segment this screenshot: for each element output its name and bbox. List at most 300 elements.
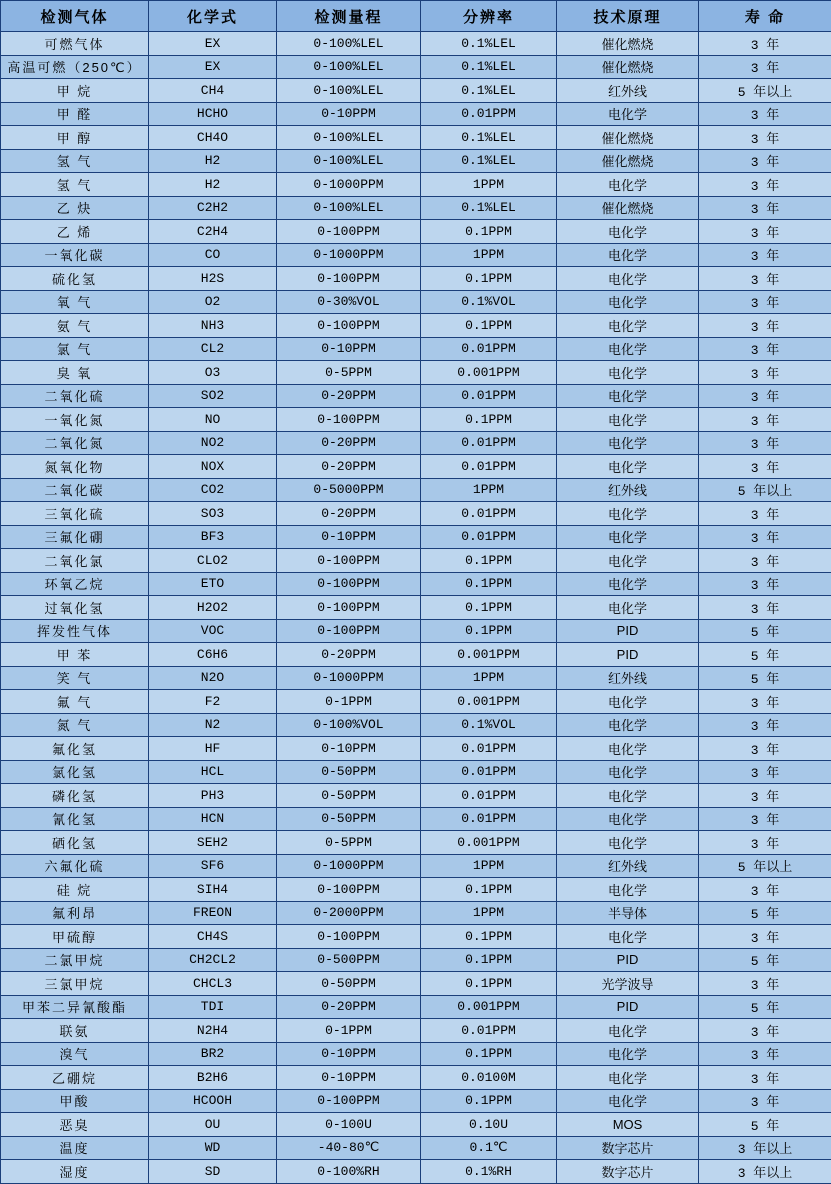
cell-range: 0-100PPM <box>277 878 421 902</box>
cell-range: 0-1000PPM <box>277 243 421 267</box>
cell-principle: 电化学 <box>557 431 699 455</box>
cell-lifetime: 3 年 <box>699 32 831 56</box>
cell-lifetime: 3 年以上 <box>699 1136 831 1160</box>
cell-resolution: 0.01PPM <box>421 102 557 126</box>
cell-range: 0-100%LEL <box>277 149 421 173</box>
cell-principle: 电化学 <box>557 549 699 573</box>
cell-formula: CLO2 <box>149 549 277 573</box>
cell-resolution: 0.1%LEL <box>421 196 557 220</box>
column-header-resolution: 分辨率 <box>421 1 557 32</box>
table-row <box>1 737 831 761</box>
cell-lifetime: 3 年 <box>699 384 831 408</box>
cell-gas: 二氯甲烷 <box>1 948 149 972</box>
cell-lifetime: 3 年 <box>699 126 831 150</box>
cell-gas: 二氧化氮 <box>1 431 149 455</box>
cell-formula: NO2 <box>149 431 277 455</box>
cell-gas: 三氯甲烷 <box>1 972 149 996</box>
cell-resolution: 1PPM <box>421 173 557 197</box>
cell-resolution: 0.01PPM <box>421 337 557 361</box>
cell-range: 0-20PPM <box>277 431 421 455</box>
cell-formula: C2H4 <box>149 220 277 244</box>
cell-resolution: 0.001PPM <box>421 361 557 385</box>
cell-range: 0-20PPM <box>277 455 421 479</box>
table-row <box>1 619 831 643</box>
table-row <box>1 831 831 855</box>
cell-principle: 电化学 <box>557 596 699 620</box>
cell-range: 0-20PPM <box>277 502 421 526</box>
cell-formula: CL2 <box>149 337 277 361</box>
cell-resolution: 0.0100M <box>421 1066 557 1090</box>
cell-resolution: 0.1%VOL <box>421 713 557 737</box>
cell-range: 0-100PPM <box>277 408 421 432</box>
cell-principle: 电化学 <box>557 1066 699 1090</box>
cell-resolution: 0.01PPM <box>421 502 557 526</box>
cell-lifetime: 3 年 <box>699 337 831 361</box>
cell-formula: BR2 <box>149 1042 277 1066</box>
cell-formula: SO2 <box>149 384 277 408</box>
cell-gas: 氢 气 <box>1 149 149 173</box>
table-row <box>1 666 831 690</box>
cell-principle: 红外线 <box>557 478 699 502</box>
table-row <box>1 1113 831 1137</box>
cell-principle: 电化学 <box>557 455 699 479</box>
cell-resolution: 0.1PPM <box>421 549 557 573</box>
column-header-formula: 化学式 <box>149 1 277 32</box>
cell-resolution: 0.1PPM <box>421 408 557 432</box>
cell-formula: FREON <box>149 901 277 925</box>
cell-gas: 乙 烯 <box>1 220 149 244</box>
cell-formula: HCOOH <box>149 1089 277 1113</box>
cell-lifetime: 3 年 <box>699 831 831 855</box>
cell-formula: N2O <box>149 666 277 690</box>
table-row <box>1 1089 831 1113</box>
cell-gas: 硅 烷 <box>1 878 149 902</box>
cell-range: 0-20PPM <box>277 643 421 667</box>
cell-gas: 高温可燃（250℃） <box>1 55 149 79</box>
cell-resolution: 0.10U <box>421 1113 557 1137</box>
cell-range: 0-100PPM <box>277 314 421 338</box>
cell-gas: 氰化氢 <box>1 807 149 831</box>
cell-resolution: 1PPM <box>421 901 557 925</box>
table-row <box>1 525 831 549</box>
cell-resolution: 0.01PPM <box>421 760 557 784</box>
cell-range: 0-500PPM <box>277 948 421 972</box>
table-row <box>1 995 831 1019</box>
table-row <box>1 267 831 291</box>
cell-lifetime: 3 年 <box>699 55 831 79</box>
cell-range: 0-10PPM <box>277 337 421 361</box>
cell-principle: 电化学 <box>557 1042 699 1066</box>
cell-formula: H2 <box>149 173 277 197</box>
cell-principle: 红外线 <box>557 666 699 690</box>
cell-lifetime: 5 年 <box>699 666 831 690</box>
cell-resolution: 0.1%RH <box>421 1160 557 1184</box>
cell-formula: NOX <box>149 455 277 479</box>
cell-lifetime: 3 年 <box>699 807 831 831</box>
cell-principle: 电化学 <box>557 173 699 197</box>
cell-principle: 电化学 <box>557 713 699 737</box>
cell-principle: 电化学 <box>557 314 699 338</box>
table-row <box>1 32 831 56</box>
cell-range: 0-100PPM <box>277 572 421 596</box>
cell-formula: OU <box>149 1113 277 1137</box>
cell-gas: 臭 氧 <box>1 361 149 385</box>
cell-range: 0-20PPM <box>277 995 421 1019</box>
table-row <box>1 948 831 972</box>
cell-principle: PID <box>557 643 699 667</box>
cell-principle: 电化学 <box>557 831 699 855</box>
cell-range: 0-100%LEL <box>277 32 421 56</box>
table-header <box>1 1 831 32</box>
cell-gas: 可燃气体 <box>1 32 149 56</box>
cell-range: 0-5000PPM <box>277 478 421 502</box>
cell-range: 0-50PPM <box>277 784 421 808</box>
cell-resolution: 0.01PPM <box>421 455 557 479</box>
column-header-principle: 技术原理 <box>557 1 699 32</box>
cell-gas: 磷化氢 <box>1 784 149 808</box>
cell-range: 0-50PPM <box>277 972 421 996</box>
cell-gas: 氯化氢 <box>1 760 149 784</box>
cell-principle: 电化学 <box>557 690 699 714</box>
table-row <box>1 643 831 667</box>
cell-gas: 甲 醇 <box>1 126 149 150</box>
cell-gas: 二氧化硫 <box>1 384 149 408</box>
column-header-lifetime: 寿 命 <box>699 1 831 32</box>
table-row <box>1 431 831 455</box>
cell-gas: 硫化氢 <box>1 267 149 291</box>
table-row <box>1 925 831 949</box>
cell-principle: 电化学 <box>557 925 699 949</box>
cell-principle: 催化燃烧 <box>557 32 699 56</box>
cell-resolution: 0.01PPM <box>421 431 557 455</box>
cell-principle: 电化学 <box>557 243 699 267</box>
cell-principle: 数字芯片 <box>557 1136 699 1160</box>
cell-resolution: 0.01PPM <box>421 1019 557 1043</box>
cell-gas: 联氨 <box>1 1019 149 1043</box>
cell-principle: PID <box>557 948 699 972</box>
column-header-gas: 检测气体 <box>1 1 149 32</box>
cell-formula: NH3 <box>149 314 277 338</box>
cell-principle: 电化学 <box>557 760 699 784</box>
cell-range: 0-50PPM <box>277 760 421 784</box>
cell-formula: WD <box>149 1136 277 1160</box>
table-row <box>1 337 831 361</box>
cell-resolution: 0.01PPM <box>421 525 557 549</box>
cell-gas: 氯 气 <box>1 337 149 361</box>
cell-formula: H2S <box>149 267 277 291</box>
cell-range: 0-100%VOL <box>277 713 421 737</box>
cell-range: 0-100%LEL <box>277 126 421 150</box>
table-row <box>1 408 831 432</box>
cell-formula: VOC <box>149 619 277 643</box>
cell-formula: O3 <box>149 361 277 385</box>
cell-resolution: 0.1%LEL <box>421 126 557 150</box>
cell-resolution: 0.1PPM <box>421 572 557 596</box>
table-row <box>1 854 831 878</box>
cell-range: 0-100%LEL <box>277 196 421 220</box>
cell-range: 0-100PPM <box>277 1089 421 1113</box>
cell-gas: 二氧化碳 <box>1 478 149 502</box>
cell-range: 0-5PPM <box>277 831 421 855</box>
cell-principle: 电化学 <box>557 784 699 808</box>
table-row <box>1 1136 831 1160</box>
cell-range: 0-10PPM <box>277 102 421 126</box>
cell-range: 0-10PPM <box>277 1066 421 1090</box>
cell-range: 0-1000PPM <box>277 173 421 197</box>
cell-resolution: 0.01PPM <box>421 807 557 831</box>
cell-resolution: 0.1PPM <box>421 220 557 244</box>
table-row <box>1 572 831 596</box>
cell-lifetime: 3 年 <box>699 572 831 596</box>
table-row <box>1 807 831 831</box>
table-row <box>1 361 831 385</box>
cell-range: 0-1000PPM <box>277 666 421 690</box>
cell-lifetime: 3 年 <box>699 972 831 996</box>
table-row <box>1 149 831 173</box>
cell-gas: 硒化氢 <box>1 831 149 855</box>
cell-gas: 氟 气 <box>1 690 149 714</box>
cell-lifetime: 3 年 <box>699 1089 831 1113</box>
cell-gas: 一氧化氮 <box>1 408 149 432</box>
cell-range: 0-50PPM <box>277 807 421 831</box>
table-row <box>1 713 831 737</box>
cell-formula: HCL <box>149 760 277 784</box>
cell-principle: 催化燃烧 <box>557 196 699 220</box>
cell-principle: 电化学 <box>557 290 699 314</box>
cell-lifetime: 5 年 <box>699 619 831 643</box>
cell-lifetime: 5 年以上 <box>699 79 831 103</box>
cell-principle: 电化学 <box>557 220 699 244</box>
cell-gas: 甲 苯 <box>1 643 149 667</box>
table-row <box>1 972 831 996</box>
cell-resolution: 0.001PPM <box>421 831 557 855</box>
cell-principle: 半导体 <box>557 901 699 925</box>
cell-resolution: 0.1%VOL <box>421 290 557 314</box>
cell-lifetime: 3 年 <box>699 267 831 291</box>
cell-gas: 氢 气 <box>1 173 149 197</box>
cell-gas: 过氧化氢 <box>1 596 149 620</box>
cell-range: 0-1000PPM <box>277 854 421 878</box>
cell-range: 0-10PPM <box>277 737 421 761</box>
cell-gas: 甲苯二异氰酸酯 <box>1 995 149 1019</box>
cell-lifetime: 5 年以上 <box>699 854 831 878</box>
cell-lifetime: 3 年 <box>699 690 831 714</box>
cell-resolution: 0.1PPM <box>421 948 557 972</box>
cell-formula: O2 <box>149 290 277 314</box>
table-row <box>1 596 831 620</box>
cell-gas: 溴气 <box>1 1042 149 1066</box>
cell-gas: 氮氧化物 <box>1 455 149 479</box>
cell-lifetime: 5 年 <box>699 901 831 925</box>
cell-resolution: 1PPM <box>421 478 557 502</box>
table-row <box>1 478 831 502</box>
table-row <box>1 901 831 925</box>
cell-principle: 电化学 <box>557 502 699 526</box>
cell-gas: 湿度 <box>1 1160 149 1184</box>
cell-resolution: 0.1PPM <box>421 925 557 949</box>
cell-principle: 电化学 <box>557 525 699 549</box>
cell-resolution: 0.1PPM <box>421 619 557 643</box>
cell-principle: 红外线 <box>557 79 699 103</box>
cell-principle: 电化学 <box>557 384 699 408</box>
cell-gas: 笑 气 <box>1 666 149 690</box>
cell-lifetime: 3 年 <box>699 243 831 267</box>
cell-formula: CH4O <box>149 126 277 150</box>
cell-range: 0-2000PPM <box>277 901 421 925</box>
cell-formula: HCN <box>149 807 277 831</box>
cell-principle: 光学波导 <box>557 972 699 996</box>
cell-gas: 二氧化氯 <box>1 549 149 573</box>
cell-resolution: 0.1PPM <box>421 596 557 620</box>
cell-principle: 电化学 <box>557 267 699 291</box>
cell-lifetime: 5 年以上 <box>699 478 831 502</box>
cell-range: 0-100%RH <box>277 1160 421 1184</box>
cell-lifetime: 3 年 <box>699 784 831 808</box>
cell-resolution: 0.1PPM <box>421 1042 557 1066</box>
cell-lifetime: 5 年 <box>699 1113 831 1137</box>
table-row <box>1 243 831 267</box>
cell-resolution: 0.001PPM <box>421 643 557 667</box>
cell-range: 0-100PPM <box>277 596 421 620</box>
cell-lifetime: 3 年 <box>699 1066 831 1090</box>
cell-lifetime: 3 年 <box>699 290 831 314</box>
cell-lifetime: 3 年 <box>699 549 831 573</box>
cell-formula: HCHO <box>149 102 277 126</box>
cell-resolution: 0.01PPM <box>421 737 557 761</box>
cell-range: 0-100PPM <box>277 220 421 244</box>
cell-lifetime: 5 年 <box>699 643 831 667</box>
cell-resolution: 0.1%LEL <box>421 149 557 173</box>
cell-gas: 乙 炔 <box>1 196 149 220</box>
cell-lifetime: 3 年 <box>699 196 831 220</box>
cell-formula: SF6 <box>149 854 277 878</box>
cell-lifetime: 3 年 <box>699 525 831 549</box>
cell-formula: H2O2 <box>149 596 277 620</box>
cell-principle: 催化燃烧 <box>557 126 699 150</box>
cell-lifetime: 3 年 <box>699 361 831 385</box>
cell-principle: 电化学 <box>557 807 699 831</box>
cell-formula: CH2CL2 <box>149 948 277 972</box>
cell-gas: 甲 醛 <box>1 102 149 126</box>
cell-lifetime: 3 年 <box>699 596 831 620</box>
table-header-row <box>1 1 831 32</box>
cell-range: 0-30%VOL <box>277 290 421 314</box>
cell-gas: 六氟化硫 <box>1 854 149 878</box>
table-row <box>1 1042 831 1066</box>
cell-principle: 电化学 <box>557 337 699 361</box>
cell-range: 0-100U <box>277 1113 421 1137</box>
cell-lifetime: 3 年 <box>699 1019 831 1043</box>
cell-gas: 氟化氢 <box>1 737 149 761</box>
cell-resolution: 0.001PPM <box>421 995 557 1019</box>
table-row <box>1 173 831 197</box>
cell-resolution: 1PPM <box>421 243 557 267</box>
cell-formula: CO <box>149 243 277 267</box>
cell-gas: 甲 烷 <box>1 79 149 103</box>
cell-lifetime: 3 年 <box>699 408 831 432</box>
cell-formula: ETO <box>149 572 277 596</box>
table-row <box>1 55 831 79</box>
cell-formula: CH4S <box>149 925 277 949</box>
table-row <box>1 455 831 479</box>
cell-formula: C2H2 <box>149 196 277 220</box>
cell-range: 0-100%LEL <box>277 79 421 103</box>
cell-lifetime: 3 年 <box>699 149 831 173</box>
table-row <box>1 290 831 314</box>
cell-range: 0-100PPM <box>277 267 421 291</box>
cell-gas: 一氧化碳 <box>1 243 149 267</box>
cell-range: 0-10PPM <box>277 525 421 549</box>
cell-resolution: 0.1%LEL <box>421 55 557 79</box>
table-row <box>1 384 831 408</box>
cell-resolution: 0.001PPM <box>421 690 557 714</box>
cell-formula: B2H6 <box>149 1066 277 1090</box>
cell-lifetime: 3 年 <box>699 760 831 784</box>
cell-lifetime: 3 年 <box>699 455 831 479</box>
table-row <box>1 878 831 902</box>
cell-principle: PID <box>557 995 699 1019</box>
cell-formula: CH4 <box>149 79 277 103</box>
cell-gas: 氨 气 <box>1 314 149 338</box>
cell-gas: 环氧乙烷 <box>1 572 149 596</box>
cell-formula: H2 <box>149 149 277 173</box>
cell-gas: 三氧化硫 <box>1 502 149 526</box>
cell-principle: 电化学 <box>557 102 699 126</box>
cell-resolution: 1PPM <box>421 666 557 690</box>
table-row <box>1 126 831 150</box>
table-row <box>1 549 831 573</box>
cell-resolution: 0.1PPM <box>421 267 557 291</box>
cell-lifetime: 3 年 <box>699 737 831 761</box>
cell-principle: 电化学 <box>557 572 699 596</box>
cell-formula: C6H6 <box>149 643 277 667</box>
cell-gas: 温度 <box>1 1136 149 1160</box>
cell-principle: PID <box>557 619 699 643</box>
cell-range: -40-80℃ <box>277 1136 421 1160</box>
cell-formula: CHCL3 <box>149 972 277 996</box>
cell-range: 0-1PPM <box>277 1019 421 1043</box>
table-row <box>1 1019 831 1043</box>
table-row <box>1 220 831 244</box>
cell-resolution: 0.1℃ <box>421 1136 557 1160</box>
cell-gas: 挥发性气体 <box>1 619 149 643</box>
cell-formula: SD <box>149 1160 277 1184</box>
cell-resolution: 0.1PPM <box>421 314 557 338</box>
cell-principle: 电化学 <box>557 878 699 902</box>
table-row <box>1 1160 831 1184</box>
cell-range: 0-100PPM <box>277 925 421 949</box>
table-row <box>1 690 831 714</box>
cell-formula: SIH4 <box>149 878 277 902</box>
cell-gas: 三氟化硼 <box>1 525 149 549</box>
cell-range: 0-5PPM <box>277 361 421 385</box>
cell-range: 0-100%LEL <box>277 55 421 79</box>
cell-formula: PH3 <box>149 784 277 808</box>
cell-gas: 氟利昂 <box>1 901 149 925</box>
cell-resolution: 1PPM <box>421 854 557 878</box>
cell-lifetime: 5 年 <box>699 948 831 972</box>
cell-range: 0-1PPM <box>277 690 421 714</box>
table-row <box>1 196 831 220</box>
column-header-range: 检测量程 <box>277 1 421 32</box>
cell-formula: SO3 <box>149 502 277 526</box>
cell-resolution: 0.1PPM <box>421 972 557 996</box>
cell-resolution: 0.01PPM <box>421 784 557 808</box>
cell-range: 0-10PPM <box>277 1042 421 1066</box>
cell-principle: 电化学 <box>557 1019 699 1043</box>
cell-resolution: 0.1PPM <box>421 1089 557 1113</box>
cell-gas: 恶臭 <box>1 1113 149 1137</box>
